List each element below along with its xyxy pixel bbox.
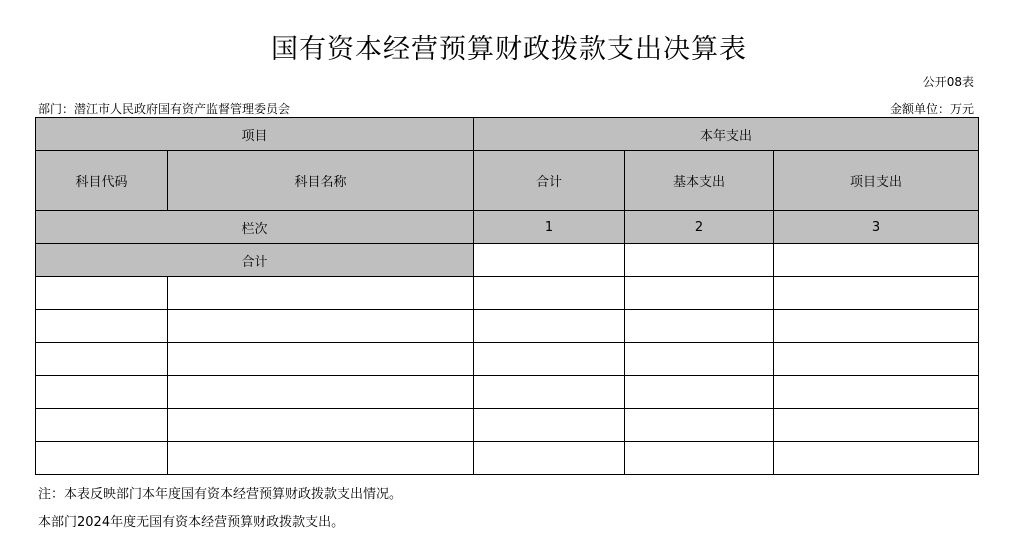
table-cell: [474, 277, 625, 310]
table-cell: [36, 310, 168, 343]
table-cell: [36, 409, 168, 442]
table-cell: [474, 343, 625, 376]
department-label: 部门：潜江市人民政府国有资产监督管理委员会: [38, 102, 291, 116]
table-cell: [625, 409, 774, 442]
footnote-description: 注：本表反映部门本年度国有资本经营预算财政拨款支出情况。: [38, 487, 403, 502]
total-value-cell: [625, 244, 774, 277]
header-year-expense: 本年支出: [474, 118, 979, 151]
table-cell: [474, 310, 625, 343]
header-subject-code: 科目代码: [36, 151, 168, 211]
table-cell: [625, 277, 774, 310]
table-cell: [774, 376, 979, 409]
header-subject-name: 科目名称: [168, 151, 474, 211]
table-cell: [774, 310, 979, 343]
table-cell: [625, 376, 774, 409]
table-cell: [625, 310, 774, 343]
table-cell: [168, 442, 474, 475]
table-cell: [474, 376, 625, 409]
table-row: [36, 409, 979, 442]
table-cell: [774, 277, 979, 310]
header-basic-expense: 基本支出: [625, 151, 774, 211]
table-cell: [774, 343, 979, 376]
table-cell: [168, 376, 474, 409]
table-cell: [168, 343, 474, 376]
header-project: 项目: [36, 118, 474, 151]
table-cell: [36, 376, 168, 409]
total-value-cell: [774, 244, 979, 277]
table-cell: [625, 442, 774, 475]
table-cell: [36, 343, 168, 376]
header-project-expense: 项目支出: [774, 151, 979, 211]
total-row: [36, 244, 979, 277]
header-row-1: [36, 118, 979, 151]
table-row: [36, 310, 979, 343]
form-number: 公开08表: [922, 75, 974, 89]
expense-table: [35, 117, 979, 475]
table-cell: [625, 343, 774, 376]
index-3: 3: [774, 211, 979, 244]
table-cell: [168, 277, 474, 310]
index-row: [36, 211, 979, 244]
table-cell: [474, 409, 625, 442]
table-cell: [774, 442, 979, 475]
table-cell: [36, 277, 168, 310]
footnote-no-expense: 本部门2024年度无国有资本经营预算财政拨款支出。: [38, 515, 345, 530]
table-row: [36, 442, 979, 475]
header-total: 合计: [474, 151, 625, 211]
index-label: 栏次: [36, 211, 474, 244]
page-title: 国有资本经营预算财政拨款支出决算表: [271, 34, 747, 65]
table-cell: [774, 409, 979, 442]
index-2: 2: [625, 211, 774, 244]
table-cell: [474, 442, 625, 475]
table-row: [36, 376, 979, 409]
table-cell: [168, 310, 474, 343]
table-cell: [168, 409, 474, 442]
table-row: [36, 343, 979, 376]
index-1: 1: [474, 211, 625, 244]
amount-unit-label: 金额单位：万元: [889, 102, 974, 116]
table-row: [36, 277, 979, 310]
total-value-cell: [474, 244, 625, 277]
total-label: 合计: [36, 244, 474, 277]
header-row-2: [36, 151, 979, 211]
table-cell: [36, 442, 168, 475]
